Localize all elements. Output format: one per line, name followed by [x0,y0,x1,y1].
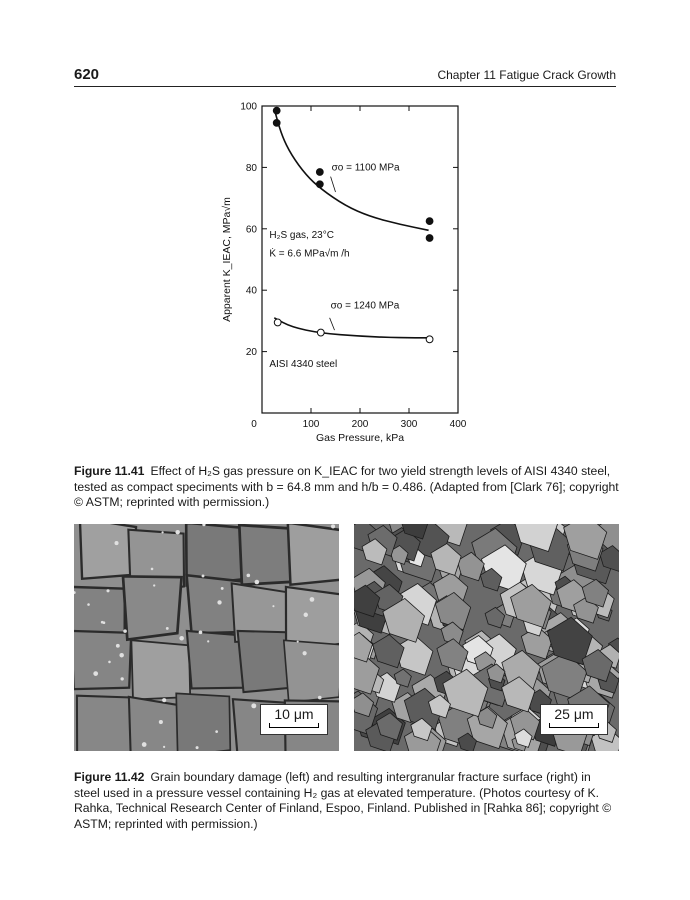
figure-11-41-caption [74,464,619,511]
grain [131,640,190,699]
figure-11-41-label: Figure 11.41 [74,464,145,478]
grain-speck [175,530,180,535]
grain-speck [162,698,166,702]
grain-speck [221,587,224,590]
material-annotation: AISI 4340 steel [269,358,338,370]
running-header: Chapter 11 Fatigue Crack Growth [437,68,616,82]
grain-speck [101,621,104,624]
conditions-line-1: H₂S gas, 23°C [269,230,334,242]
x-tick-label: 300 [400,419,418,430]
grain-speck [310,597,315,602]
grain-speck [142,742,147,747]
grain-speck [303,651,307,655]
grain-speck [179,636,184,641]
y-tick-label: 80 [245,162,257,174]
grain-speck [123,629,127,633]
grain-speck [153,584,155,586]
grain-speck [304,613,308,617]
series-1-annotation: σo = 1100 MPa [331,162,400,174]
grain-speck [159,720,163,724]
series-2-annotation: σo = 1240 MPa [330,300,400,312]
grain-speck [87,603,90,606]
leader-series-1 [331,177,336,192]
x-tick-label: 100 [302,419,320,430]
grain-speck [115,541,119,545]
right-scale-bar [540,704,608,735]
grain-speck [199,630,203,634]
grain-speck [318,696,322,700]
x-axis-label: Gas Pressure, kPa [315,432,405,444]
grain [288,524,339,585]
grain-speck [251,703,256,708]
grain-speck [93,671,98,676]
grain [284,640,339,702]
grain-speck [247,574,251,578]
page-number: 620 [74,66,100,83]
grain [176,693,230,751]
y-tick-label: 100 [240,101,257,113]
chart-annotations [269,162,400,369]
left-scale-bar [260,704,328,735]
grain [123,576,182,639]
grain-speck [202,575,205,578]
grain-speck [106,589,109,592]
x-tick-label: 400 [449,419,467,430]
grain-speck [207,640,209,642]
series-curve-2 [274,318,431,338]
grain-boundary-micrograph [74,524,339,751]
grain-speck [116,644,120,648]
fracture-surface-micrograph [354,524,619,751]
grain [77,696,132,751]
data-point [317,329,324,336]
grain-speck [217,600,221,604]
x-tick-label: 200 [351,419,369,430]
data-point [274,319,281,326]
data-point [426,218,433,225]
figure-11-41-caption-text: Effect of H₂S gas pressure on K_IEAC for two yield strength levels of AISI 4340 steel, tested as compact speciments with b = 64.8 mm and h/b = 0.486. (Adapted from [Clark 76]; copyright © ASTM; reprinted with permission.) [74,464,619,510]
grain-speck [108,661,111,664]
grain-speck [151,568,154,571]
data-point [273,119,280,126]
data-point [273,107,280,114]
grain-speck [196,746,199,749]
grain-speck [121,677,124,680]
figure-11-42-caption-text: Grain boundary damage (left) and resulting intergranular fracture surface (right) in steel used in a pressure vessel containing H₂ gas at elevated temperature. (Photos courtesy of K. Rahka, Technical Research Center of Finland, Espoo, Finland. Published in [Rahka 86]; copyright © ASTM; reprinted with permission.) [74,770,612,831]
x-tick-label: 0 [251,419,257,430]
grain-speck [166,627,169,630]
grain-speck [255,580,260,585]
left-scale-label: 10 μm [274,706,314,722]
grain-speck [161,531,163,533]
figure-11-42-caption [74,770,619,832]
grain-speck [272,605,274,607]
grain-speck [215,730,218,733]
y-tick-label: 20 [245,347,257,359]
right-scale-label: 25 μm [554,706,594,722]
grain-speck [163,746,165,748]
left-scale-line [269,723,319,728]
fracture-facet [437,639,468,672]
fracture-facet [373,635,404,668]
grain-speck [331,524,335,528]
data-point [426,336,433,343]
y-tick-label: 60 [245,224,257,236]
grain-speck [119,653,124,658]
x-ticks [251,106,467,444]
y-axis-label: Apparent K_IEAC, MPa√m [221,197,233,322]
y-tick-label: 40 [245,285,257,297]
data-point [426,235,433,242]
grain-speck [297,641,299,643]
data-point [316,181,323,188]
right-scale-line [549,723,599,728]
data-point [316,169,323,176]
leader-series-2 [330,318,335,330]
header-rule [74,86,616,87]
figure-11-41-chart [210,96,480,451]
figure-11-42-label: Figure 11.42 [74,770,145,784]
conditions-line-2: K̇ = 6.6 MPa√m /h [269,248,350,260]
